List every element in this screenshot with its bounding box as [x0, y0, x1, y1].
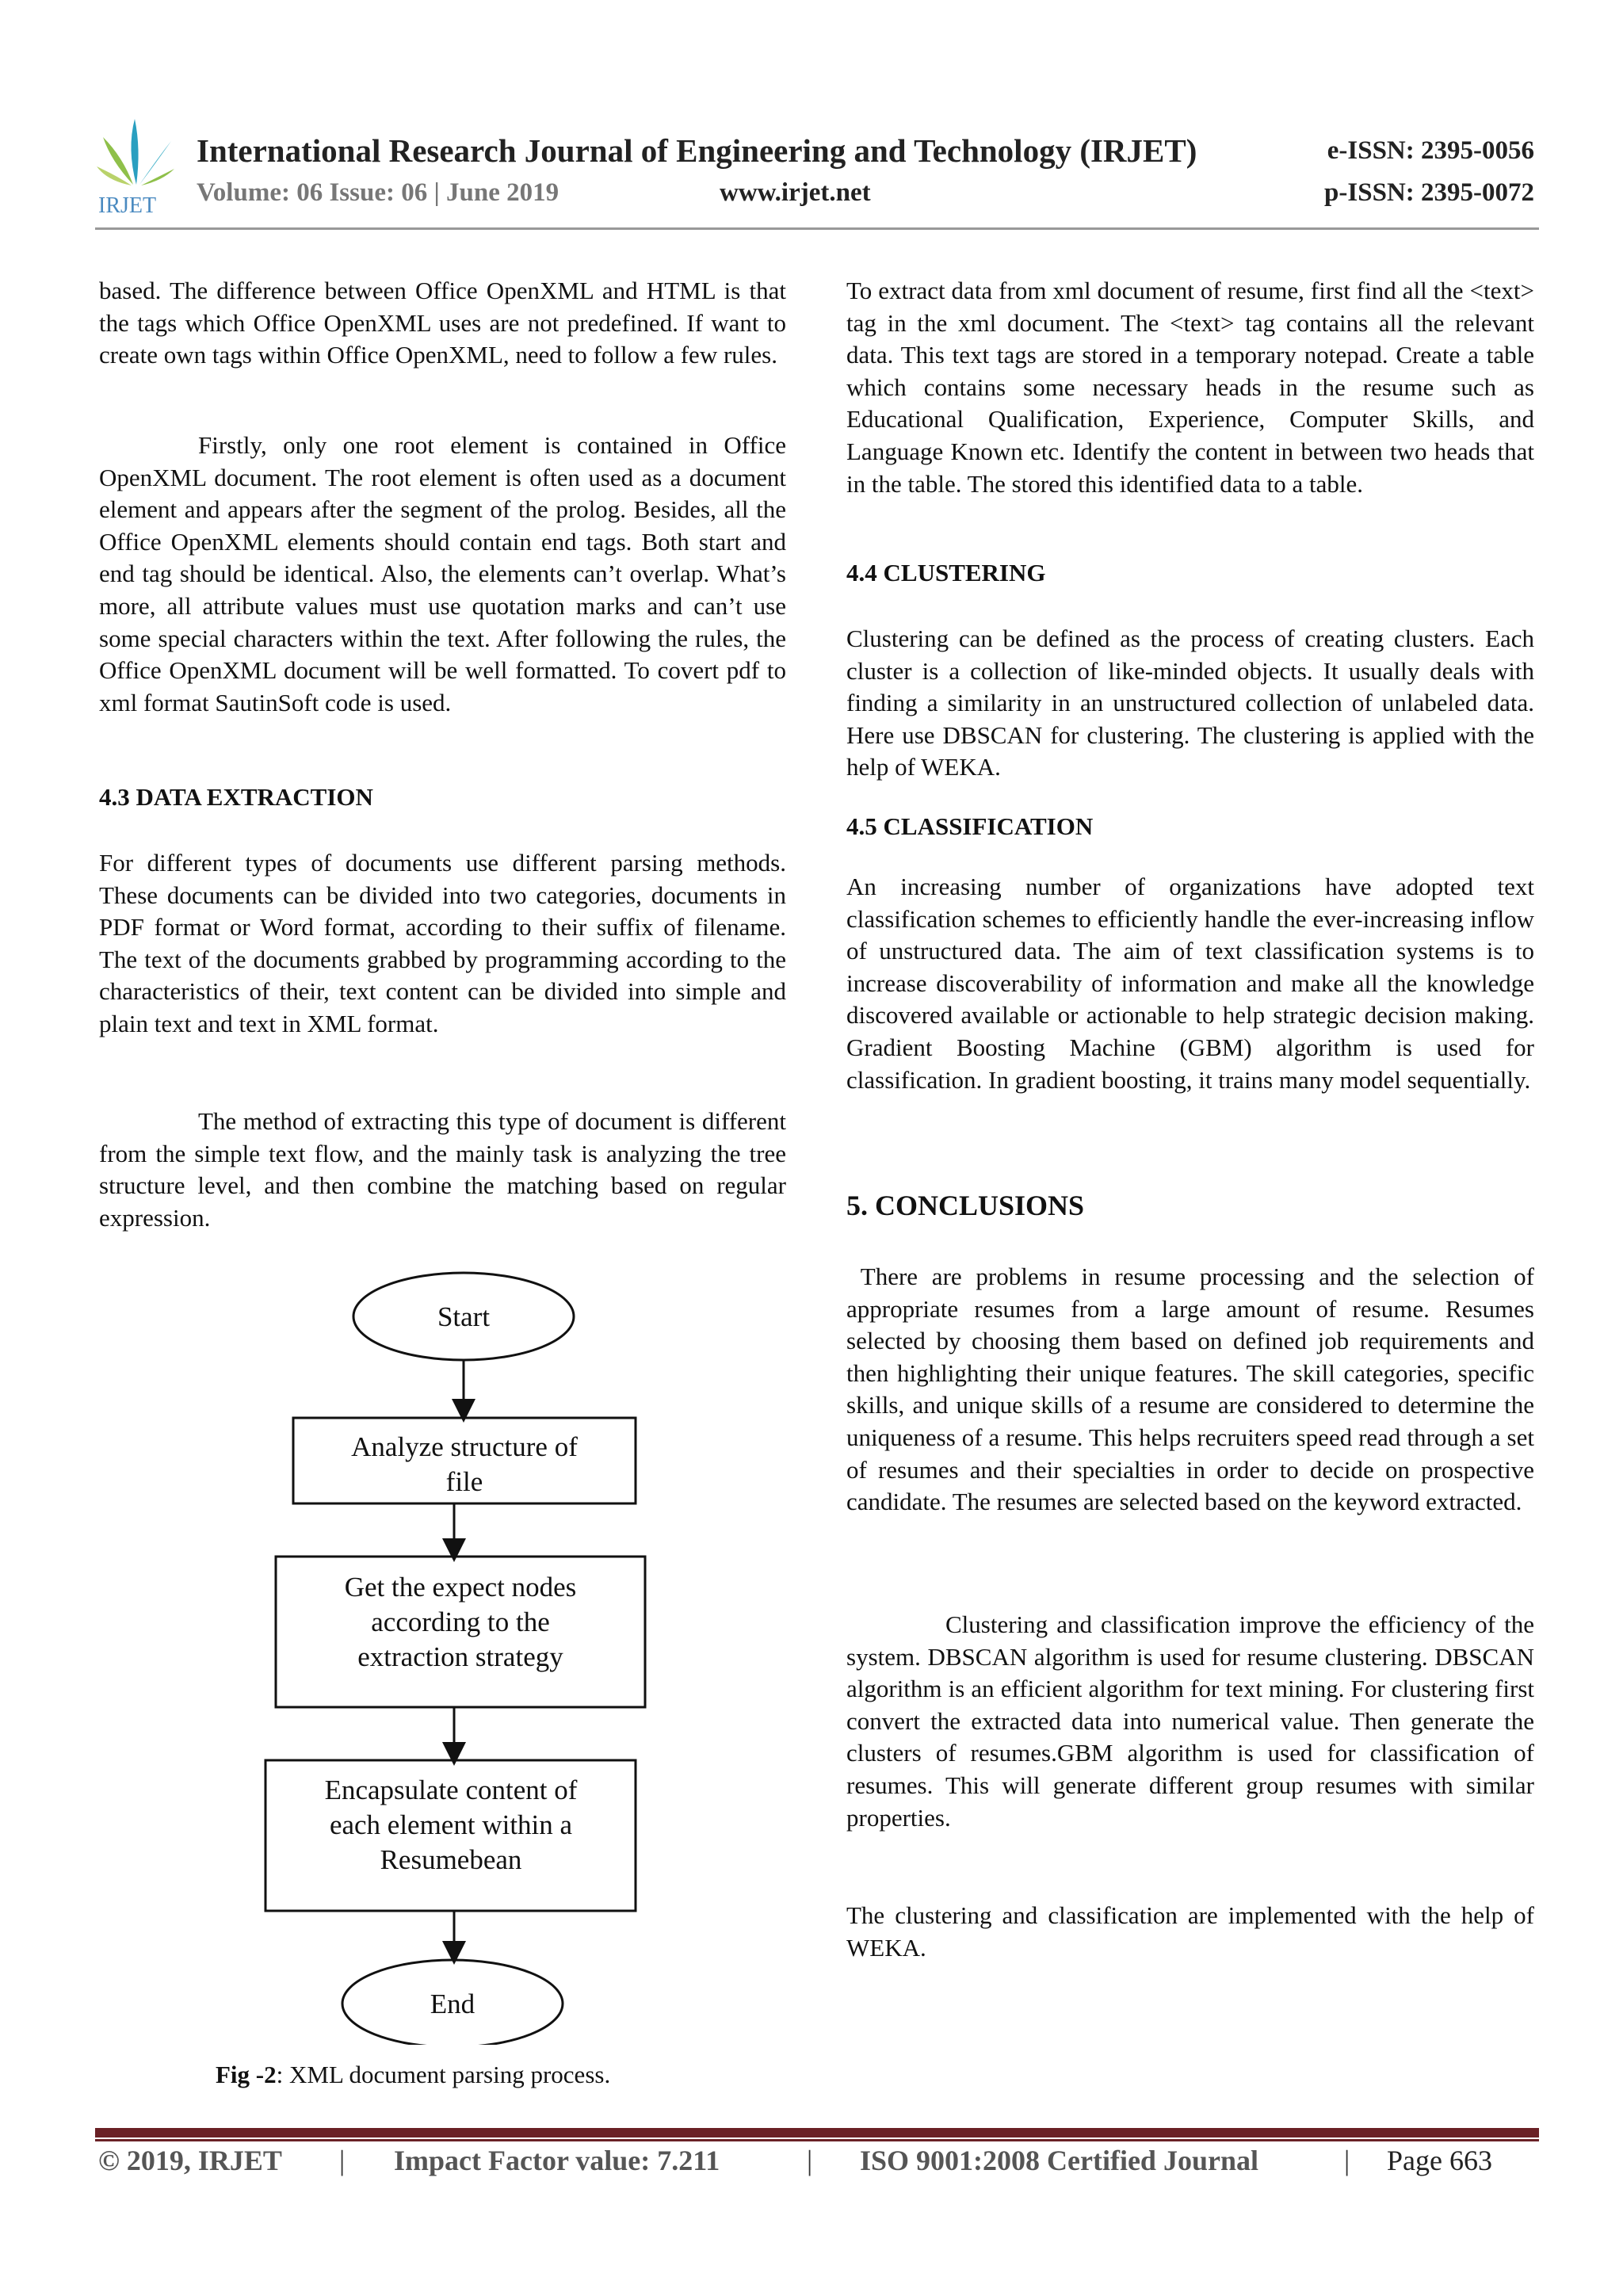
paragraph: An increasing number of organizations have adopted text classification schemes to efficiently handle the ever-increasing inflow of unstructured data. The aim of text classification systems is to increase discoverability of information and make all the knowledge discovered available or actionable to help strategic decision making. Gradient Boosting Machine (GBM) algorithm is used for classification. In gradient boosting, it trains many model sequentially. — [846, 873, 1534, 1094]
flowchart-end — [342, 1960, 563, 2045]
figure-caption-text: : XML document parsing process. — [276, 2061, 611, 2088]
page-number: Page 663 — [1387, 2145, 1492, 2176]
section-heading: 4.3 DATA EXTRACTION — [99, 783, 373, 811]
svg-text:Get the expect nodes: Get the expect nodes — [344, 1572, 577, 1603]
paragraph: For different types of documents use different parsing methods. These documents can be divided into two categories, documents in PDF format or Word format, according to their suffix of filename. The text of the documents grabbed by programming according to the characteristics of their, text content can be divided into simple and plain text and text in XML format. — [99, 849, 786, 1037]
volume-issue: Volume: 06 Issue: 06 | June 2019 — [197, 178, 559, 207]
paragraph: The method of extracting this type of document is different from the simple text flow, and the mainly task is analyzing the tree structure level, and then combine the matching based on regular expression. — [99, 1107, 786, 1232]
section-heading: 5. CONCLUSIONS — [846, 1190, 1085, 1221]
paragraph: Firstly, only one root element is contained in Office OpenXML document. The root element is often used as a document element and appears after the segment of the prolog. Besides, all the Office OpenXML elements should contain end tags. Both start and end tag should be identical. Also, the elements can’t overlap. What’s more, all attribute values must use quotation marks and can’t use some special characters within the text. After following the rules, the Office OpenXML document will be well formatted. To covert pdf to xml format SautinSoft code is used. — [99, 431, 786, 716]
header-divider — [95, 227, 1539, 230]
flowchart-step-encapsulate — [265, 1760, 636, 1911]
svg-text:Resumebean: Resumebean — [380, 1844, 522, 1875]
section-heading: 4.4 CLUSTERING — [846, 559, 1046, 586]
svg-text:End: End — [430, 1988, 475, 2019]
paragraph: Clustering can be defined as the process of creating clusters. Each cluster is a collection of like-minded objects. It usually deals with finding a similarity in an unstructured collection of unlabeled data. Here use DBSCAN for clustering. The clustering is applied with the help of WEKA. — [846, 625, 1534, 781]
impact-factor: Impact Factor value: 7.211 — [394, 2145, 720, 2176]
footer-separator: | — [807, 2145, 813, 2176]
paragraph: based. The difference between Office OpenXML and HTML is that the tags which Office OpenXML uses are not predefined. If want to create own tags within Office OpenXML, need to follow a few rules. — [99, 277, 786, 369]
footer-divider — [95, 2128, 1539, 2137]
svg-text:Analyze structure of: Analyze structure of — [351, 1431, 578, 1462]
svg-text:according to the: according to the — [371, 1606, 550, 1637]
paragraph: Clustering and classification improve the efficiency of the system. DBSCAN algorithm is used for resume clustering. DBSCAN algorithm is an efficient algorithm for text mining. For clustering first convert the extracted data into numerical value. Then generate the clusters of resumes.GBM algorithm is used for classification of resumes. This will generate different group resumes with similar properties. — [846, 1610, 1534, 1832]
svg-text:Encapsulate content of: Encapsulate content of — [324, 1775, 578, 1805]
website-link[interactable]: www.irjet.net — [720, 178, 871, 207]
flowchart — [0, 1252, 792, 2045]
irjet-logo — [95, 117, 178, 216]
footer-separator: | — [1344, 2145, 1350, 2176]
paragraph: To extract data from xml document of resume, first find all the <text> tag in the xml document. The <text> tag contains all the relevant data. This text tags are stored in a temporary notepad. Create a table which contains some necessary heads in the resume such as Educational Qualification, Experience, Computer Skills, and Language Known etc. Identify the content in between two heads that in the table. The stored this identified data to a table. — [846, 277, 1534, 498]
svg-text:extraction strategy: extraction strategy — [357, 1641, 563, 1672]
paragraph: There are problems in resume processing and the selection of appropriate resumes from a large amount of resume. Resumes selected by choosing them based on defined job requirements and then highlighting their unique features. The skill categories, specific skills, and unique skills of a resume are considered to determine the uniqueness of a resume. This helps recruiters speed read through a set of resumes and their specialties in order to decide on prospective candidate. The resumes are selected based on the keyword extracted. — [846, 1263, 1541, 1516]
flowchart-step-get-nodes — [276, 1557, 645, 1707]
p-issn: p-ISSN: 2395-0072 — [1324, 178, 1534, 207]
svg-text:file: file — [445, 1466, 483, 1497]
iso-certification: ISO 9001:2008 Certified Journal — [860, 2145, 1258, 2176]
flowchart-start — [353, 1273, 574, 1360]
footer-separator: | — [339, 2145, 346, 2176]
e-issn: e-ISSN: 2395-0056 — [1327, 136, 1534, 165]
section-heading: 4.5 CLASSIFICATION — [846, 812, 1094, 840]
figure-label: Fig -2 — [216, 2061, 277, 2088]
logo-text: IRJET — [98, 193, 157, 216]
journal-title: International Research Journal of Engineering and Technology (IRJET) — [197, 132, 1197, 169]
figure-caption — [216, 2061, 610, 2089]
paragraph: The clustering and classification are implemented with the help of WEKA. — [846, 1901, 1534, 1962]
svg-text:each element within a: each element within a — [329, 1809, 573, 1840]
svg-text:Start: Start — [437, 1301, 491, 1332]
copyright: © 2019, IRJET — [98, 2145, 282, 2176]
footer-divider-thin — [95, 2139, 1539, 2141]
flowchart-step-analyze — [293, 1418, 636, 1503]
